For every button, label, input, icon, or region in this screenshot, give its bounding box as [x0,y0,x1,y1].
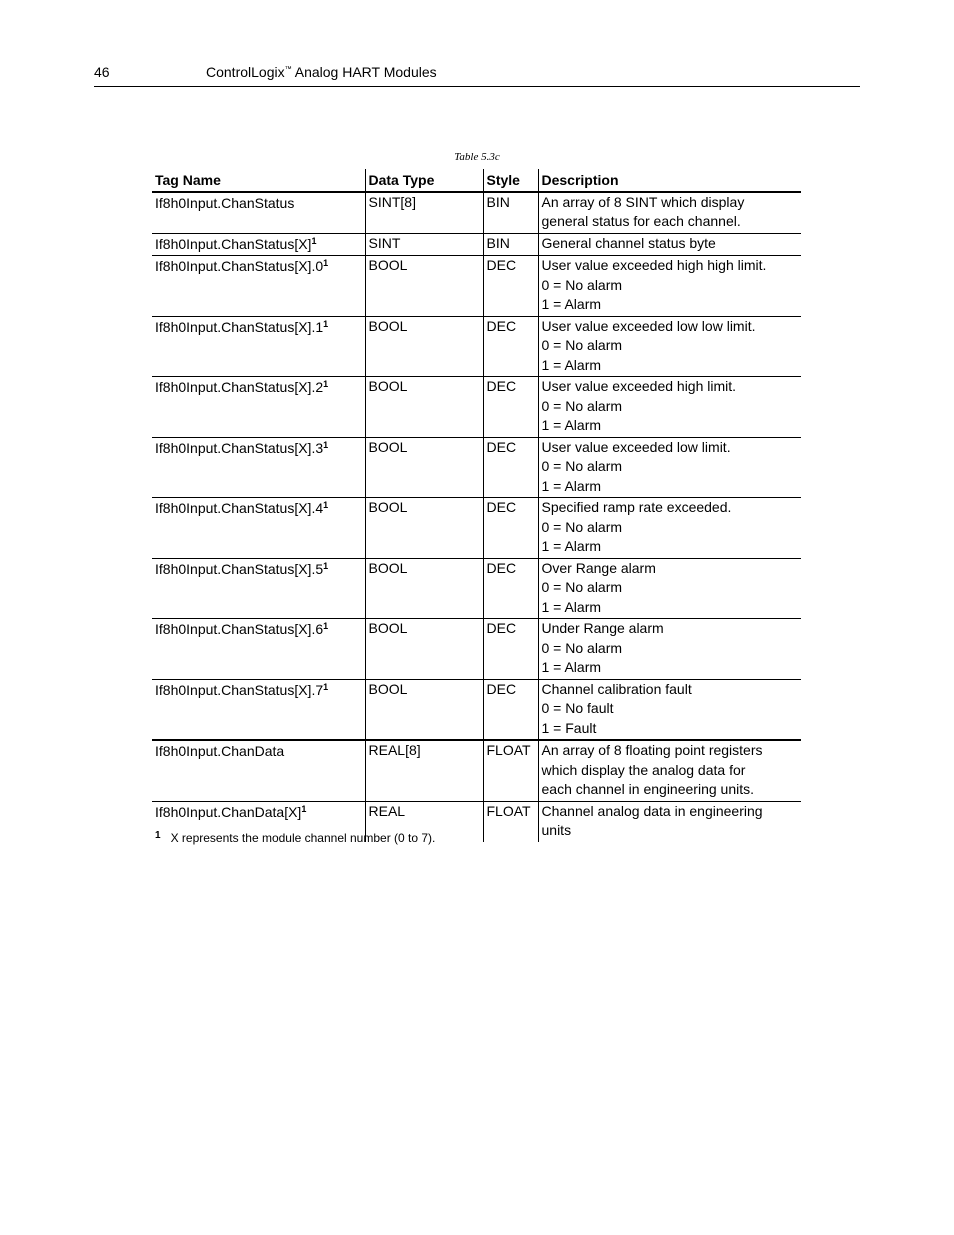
table-row [152,377,801,438]
table-row [152,233,801,256]
description-line: Channel analog data in engineering [541,802,763,819]
footnote-reference: 1 [323,258,329,268]
description-line: 0 = No alarm [541,458,623,474]
description-line: units [541,822,572,838]
description-line: User value exceeded high high limit. [541,257,767,273]
description-line: 1 = Alarm [541,417,602,433]
cell-style: DEC [483,558,538,619]
column-header-tag-name: Tag Name [152,169,365,192]
cell-description [538,316,801,377]
description-line: 1 = Alarm [541,598,602,615]
cell-tag-name [152,437,365,498]
description-line: which display the analog data for [541,761,746,778]
description-line: User value exceeded high limit. [541,378,737,394]
cell-style: DEC [483,619,538,680]
description-line: 0 = No alarm [541,579,623,595]
footnote-reference: 1 [323,318,329,329]
footnote-reference: 1 [311,235,317,246]
cell-description [538,679,801,740]
cell-description [538,619,801,680]
table-row [152,437,801,498]
tag-name-text: If8h0Input.ChanStatus[X] [155,235,312,252]
cell-data-type: SINT [365,233,483,256]
cell-tag-name [152,192,365,234]
table-row [152,558,801,619]
footnote-reference: 1 [323,379,329,389]
running-title [206,64,437,80]
tag-name-text: If8h0Input.ChanStatus[X].3 [155,439,324,456]
tag-name-text: If8h0Input.ChanStatus[X].5 [155,560,324,577]
table-caption: Table 5.3c [454,151,500,163]
table-body [152,192,801,842]
cell-style: DEC [483,437,538,498]
description-line: User value exceeded low low limit. [541,317,756,334]
cell-tag-name [152,498,365,559]
footnote-reference: 1 [323,500,329,510]
description-line: each channel in engineering units. [541,781,754,797]
table-row [152,316,801,377]
tag-name-text: If8h0Input.ChanStatus[X].0 [155,258,324,274]
description-line: 0 = No alarm [541,276,623,293]
cell-style: DEC [483,498,538,559]
cell-description [538,377,801,438]
description-line: 0 = No fault [541,700,614,716]
description-line: An array of 8 SINT which display [541,193,745,210]
cell-data-type: BOOL [365,558,483,619]
table-row [152,679,801,740]
cell-data-type: BOOL [365,256,483,317]
description-line: 0 = No alarm [541,397,623,414]
page-header [94,62,860,87]
cell-data-type: BOOL [365,437,483,498]
cell-tag-name [152,233,365,256]
cell-data-type: BOOL [365,377,483,438]
table-row [152,256,801,317]
cell-tag-name [152,377,365,438]
cell-description [538,256,801,317]
table-row [152,619,801,680]
cell-tag-name [152,256,365,317]
description-line: Over Range alarm [541,559,656,576]
table-header-row [152,169,801,192]
footnote-reference: 1 [323,681,329,692]
tag-name-text: If8h0Input.ChanData [155,743,285,759]
footnote-reference: 1 [323,621,329,631]
description-line: General channel status byte [541,234,716,251]
description-line: User value exceeded low limit. [541,438,731,455]
cell-data-type: SINT[8] [365,192,483,234]
cell-tag-name [152,316,365,377]
description-line: An array of 8 floating point registers [541,742,763,758]
footnote-reference: 1 [323,439,329,450]
tag-name-text: If8h0Input.ChanStatus[X].6 [155,621,324,637]
cell-style: DEC [483,316,538,377]
description-line: Channel calibration fault [541,680,692,697]
column-header-data-type: Data Type [365,169,483,192]
cell-description [538,233,801,256]
footnote-reference: 1 [301,803,307,814]
description-line: 1 = Alarm [541,538,602,554]
column-header-style: Style [483,169,538,192]
tag-name-text: If8h0Input.ChanStatus [155,194,295,211]
cell-style: DEC [483,679,538,740]
cell-description [538,498,801,559]
cell-data-type: BOOL [365,679,483,740]
tag-name-text: If8h0Input.ChanStatus[X].2 [155,379,324,395]
footnote-text: X represents the module channel number (0 to 7). [170,831,436,845]
cell-description [538,437,801,498]
cell-description [538,801,801,842]
column-header-description: Description [538,169,801,192]
cell-style: DEC [483,377,538,438]
description-line: 0 = No alarm [541,518,623,535]
cell-data-type: BOOL [365,619,483,680]
footnote-reference: 1 [323,560,329,571]
tag-name-text: If8h0Input.ChanStatus[X].7 [155,681,324,698]
description-line: 1 = Alarm [541,356,602,373]
cell-style: DEC [483,256,538,317]
description-line: 0 = No alarm [541,337,623,353]
footnote [155,830,435,845]
page-number: 46 [94,64,110,80]
cell-tag-name [152,558,365,619]
footnote-mark: 1 [155,830,161,841]
cell-tag-name [152,619,365,680]
description-line: Under Range alarm [541,620,664,636]
cell-data-type: BOOL [365,316,483,377]
cell-style: BIN [483,233,538,256]
tag-name-text: If8h0Input.ChanStatus[X].4 [155,500,324,516]
table-row [152,192,801,234]
table-row [152,498,801,559]
running-title-rest: Analog HART Modules [291,64,437,80]
cell-style: FLOAT [483,740,538,801]
tag-name-text: If8h0Input.ChanData[X] [155,803,302,820]
tag-name-text: If8h0Input.ChanStatus[X].1 [155,318,324,335]
cell-data-type: BOOL [365,498,483,559]
description-line: 1 = Alarm [541,477,602,494]
cell-tag-name [152,740,365,801]
table-row [152,740,801,801]
cell-data-type: REAL [365,801,483,842]
cell-description [538,558,801,619]
cell-tag-name [152,679,365,740]
cell-style: FLOAT [483,801,538,842]
description-line: general status for each channel. [541,213,741,229]
description-line: 0 = No alarm [541,639,623,656]
description-line: 1 = Fault [541,719,597,736]
cell-style: BIN [483,192,538,234]
cell-description [538,192,801,234]
trademark-symbol: ™ [284,66,292,73]
description-line: Specified ramp rate exceeded. [541,499,732,515]
running-title-name: ControlLogix [206,64,285,80]
cell-description [538,740,801,801]
description-line: 1 = Alarm [541,296,602,312]
tag-table [152,169,801,842]
description-line: 1 = Alarm [541,659,602,675]
cell-data-type: REAL[8] [365,740,483,801]
